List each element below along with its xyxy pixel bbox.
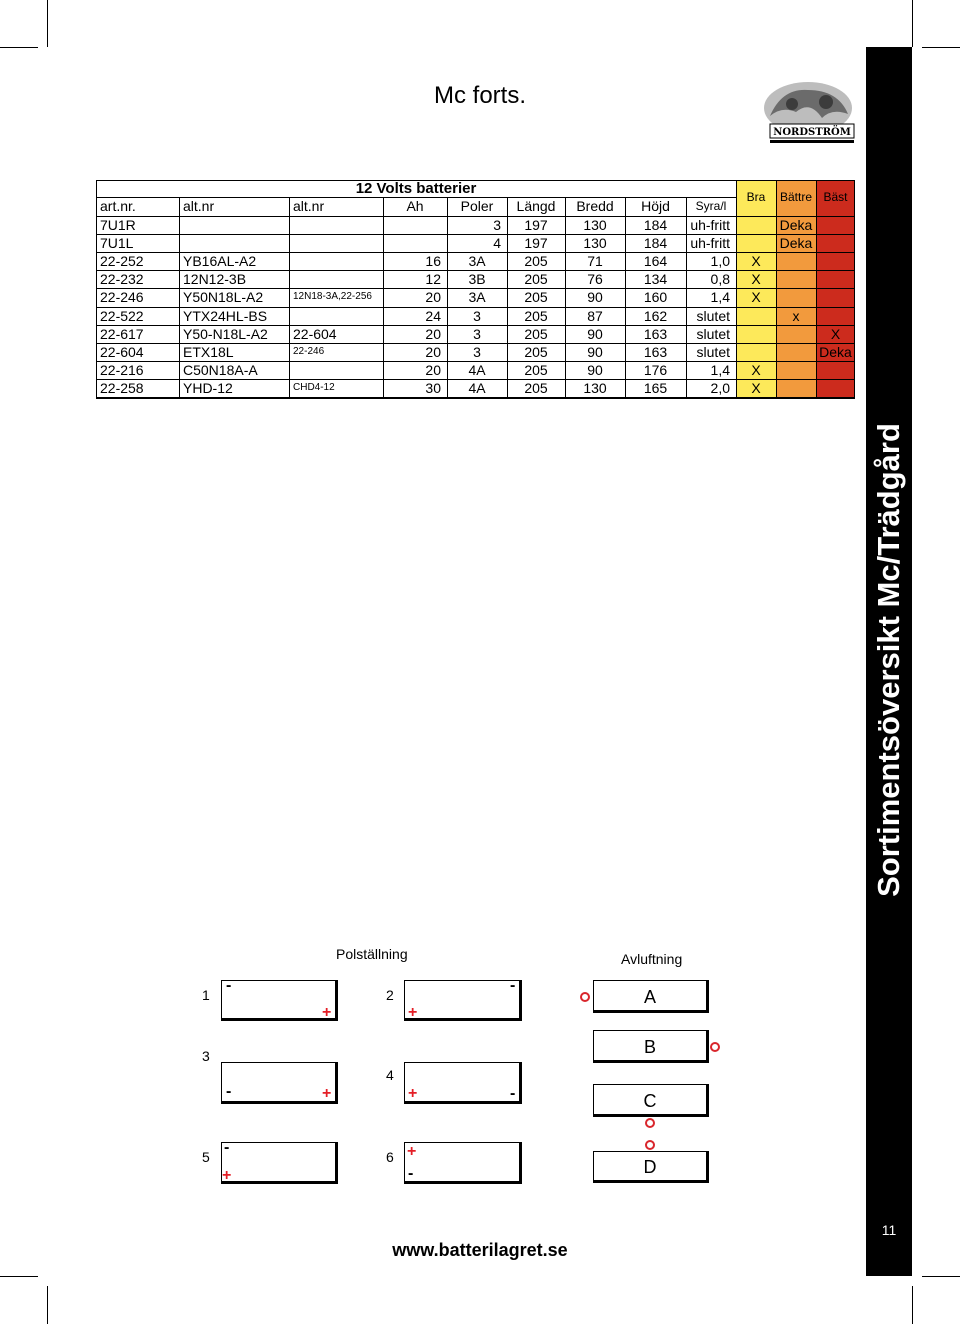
- grade-cell: [776, 379, 816, 397]
- vent-diagram-b: B: [593, 1030, 709, 1063]
- logo-text: NORDSTRÖM: [773, 127, 851, 138]
- table-cell: 4A: [468, 380, 486, 397]
- grade-cell: X: [751, 271, 761, 288]
- plus-terminal: +: [407, 1143, 417, 1160]
- crop-mark: [922, 1276, 960, 1277]
- table-cell: 22-258: [100, 380, 144, 397]
- minus-terminal: -: [510, 977, 516, 994]
- table-header-cell: Syra/l: [695, 199, 727, 213]
- page-number: 11: [881, 1222, 897, 1238]
- crop-mark: [47, 1286, 48, 1324]
- grade-cell: X: [751, 380, 761, 397]
- grade-cell: [816, 270, 855, 288]
- table-cell: 197: [524, 216, 548, 233]
- table-cell: 22-246: [100, 289, 144, 306]
- table-cell: slutet: [696, 343, 730, 360]
- table-cell: 7U1R: [100, 216, 136, 233]
- table-cell: [289, 216, 383, 234]
- table-cell: 205: [524, 252, 548, 269]
- grade-cell: [816, 234, 855, 252]
- position-label: 3: [202, 1048, 210, 1064]
- table-cell: [289, 252, 383, 270]
- table-cell: 22-617: [100, 325, 144, 342]
- table-cell: 1,0: [710, 252, 730, 269]
- grade-cell: [776, 361, 816, 379]
- table-header-cell: Höjd: [641, 198, 670, 214]
- plus-terminal: +: [322, 1085, 332, 1102]
- table-cell: uh-fritt: [690, 216, 730, 233]
- table-cell: ETX18L: [183, 343, 234, 360]
- table-cell: 3: [473, 343, 481, 360]
- table-cell: 22-216: [100, 362, 144, 379]
- table-header-cell: Bredd: [576, 198, 614, 214]
- table-cell: [289, 307, 383, 325]
- table-cell: 130: [583, 234, 607, 251]
- grade-cell: Deka: [779, 216, 813, 233]
- plus-terminal: +: [408, 1085, 418, 1102]
- table-header-cell: alt.nr: [293, 198, 325, 214]
- plus-terminal: +: [322, 1004, 332, 1021]
- table-cell: [179, 216, 289, 234]
- battery-diagram-5: [221, 1139, 338, 1184]
- table-cell: 12: [425, 271, 441, 288]
- table-cell: 30: [425, 380, 441, 397]
- table-cell: 90: [587, 362, 603, 379]
- table-cell: [179, 234, 289, 252]
- table-cell: 165: [643, 380, 668, 397]
- table-cell: 3B: [468, 271, 486, 288]
- table-cell: 22-604: [293, 325, 337, 342]
- crop-mark: [922, 47, 960, 48]
- grade-cell: X: [751, 252, 761, 269]
- table-cell: slutet: [696, 325, 730, 342]
- grade-cell: [736, 234, 776, 252]
- position-label: 6: [386, 1149, 394, 1165]
- battery-diagram-1: [221, 977, 338, 1021]
- table-cell: 20: [425, 343, 441, 360]
- table-cell: 176: [643, 362, 668, 379]
- nordstrom-logo: [752, 78, 864, 150]
- battery-diagram-3: [221, 1062, 338, 1104]
- table-cell: 130: [583, 380, 607, 397]
- grade-cell: [776, 288, 816, 306]
- table-cell: Y50-N18L-A2: [183, 325, 268, 342]
- table-cell: C50N18A-A: [183, 362, 258, 379]
- table-cell: CHD4-12: [293, 382, 335, 394]
- table-cell: 3: [473, 307, 481, 324]
- grade-cell: Deka: [779, 234, 813, 251]
- page-title: Mc forts.: [433, 82, 526, 109]
- battery-diagram-4: [404, 1062, 522, 1104]
- table-cell: 160: [643, 289, 668, 306]
- grade-cell: [816, 379, 855, 397]
- table-cell: 1,4: [710, 362, 730, 379]
- crop-mark: [0, 47, 38, 48]
- table-cell: 24: [425, 307, 441, 324]
- table-cell: YTX24HL-BS: [183, 307, 268, 324]
- minus-terminal: -: [510, 1085, 516, 1102]
- grade-header-cell: Bra: [746, 190, 766, 204]
- table-cell: 71: [587, 252, 603, 269]
- vent-diagram-c: C: [593, 1084, 709, 1117]
- table-cell: uh-fritt: [690, 234, 730, 251]
- table-cell: 205: [524, 271, 548, 288]
- position-label: 1: [202, 987, 210, 1003]
- table-cell: 205: [524, 343, 548, 360]
- grade-cell: [816, 307, 855, 325]
- vent-hole-icon: [580, 992, 590, 1002]
- plus-terminal: +: [408, 1004, 418, 1021]
- grade-cell: [736, 325, 776, 343]
- table-cell: 7U1L: [100, 234, 134, 251]
- table-cell: [289, 234, 383, 252]
- grade-header-cell: Bäst: [823, 190, 848, 204]
- table-cell: 134: [643, 271, 668, 288]
- table-cell: 22-252: [100, 252, 144, 269]
- vent-hole-icon: [710, 1042, 720, 1052]
- table-cell: 90: [587, 325, 603, 342]
- table-cell: 197: [524, 234, 548, 251]
- table-cell: YHD-12: [183, 380, 233, 397]
- avluftning-label: Avluftning: [621, 951, 683, 967]
- table-cell: 76: [587, 271, 603, 288]
- table-cell: slutet: [696, 307, 730, 324]
- table-cell: 2,0: [710, 380, 730, 397]
- table-cell: 22-522: [100, 307, 144, 324]
- grade-cell: [776, 343, 816, 361]
- crop-mark: [0, 1276, 38, 1277]
- crop-mark: [912, 0, 913, 47]
- table-cell: [289, 361, 383, 379]
- grade-cell: [776, 325, 816, 343]
- grade-cell: [776, 252, 816, 270]
- vent-hole-icon: [645, 1140, 655, 1150]
- table-grid-line: [96, 398, 855, 399]
- table-cell: 22-232: [100, 271, 144, 288]
- table-cell: 4A: [468, 362, 486, 379]
- grade-cell: X: [751, 289, 761, 306]
- table-cell: 163: [643, 325, 668, 342]
- position-label: 2: [386, 987, 394, 1003]
- grade-cell: [736, 216, 776, 234]
- grade-cell: X: [830, 325, 841, 342]
- table-header-cell: Ah: [406, 198, 424, 214]
- table-cell: 20: [425, 289, 441, 306]
- plus-terminal: +: [222, 1167, 232, 1184]
- table-cell: 3A: [468, 252, 486, 269]
- grade-cell: [816, 252, 855, 270]
- grade-cell: Deka: [819, 343, 852, 360]
- table-cell: 205: [524, 307, 548, 324]
- table-cell: YB16AL-A2: [183, 252, 257, 269]
- table-cell: 87: [587, 307, 603, 324]
- table-cell: 205: [524, 362, 548, 379]
- grade-cell: [816, 288, 855, 306]
- table-cell: 130: [583, 216, 607, 233]
- crop-mark: [912, 1286, 913, 1324]
- table-cell: 90: [587, 343, 603, 360]
- minus-terminal: -: [226, 977, 232, 994]
- minus-terminal: -: [408, 1165, 414, 1182]
- table-cell: 3: [473, 325, 481, 342]
- minus-terminal: -: [224, 1139, 230, 1156]
- table-cell: 184: [643, 234, 668, 251]
- table-cell: Y50N18L-A2: [183, 289, 264, 306]
- table-cell: 205: [524, 380, 548, 397]
- table-cell: 205: [524, 289, 548, 306]
- battery-diagram-6: [404, 1142, 522, 1184]
- table-cell: 3A: [468, 289, 486, 306]
- crop-mark: [47, 0, 48, 47]
- table-header-cell: Längd: [516, 198, 556, 214]
- table-cell: 3: [493, 216, 501, 233]
- table-cell: 164: [643, 252, 668, 269]
- grade-header-cell: Bättre: [779, 190, 812, 204]
- vent-diagram-a: A: [593, 980, 709, 1013]
- table-title: 12 Volts batterier: [355, 180, 477, 197]
- table-cell: 1,4: [710, 289, 730, 306]
- table-header-cell: alt.nr: [183, 198, 215, 214]
- table-header-cell: art.nr.: [100, 198, 136, 214]
- website-url: www.batterilagret.se: [392, 1240, 568, 1260]
- table-cell: 20: [425, 325, 441, 342]
- table-cell: 162: [643, 307, 668, 324]
- grade-cell: [736, 343, 776, 361]
- table-cell: 90: [587, 289, 603, 306]
- grade-cell: x: [792, 307, 800, 324]
- table-cell: 22-604: [100, 343, 144, 360]
- grade-cell: [736, 307, 776, 325]
- table-cell: 205: [524, 325, 548, 342]
- grade-cell: [776, 270, 816, 288]
- grade-cell: X: [751, 362, 761, 379]
- polstallning-label: Polställning: [336, 946, 408, 962]
- table-cell: 4: [493, 234, 501, 251]
- table-cell: 12N12-3B: [183, 271, 247, 288]
- grade-cell: [816, 361, 855, 379]
- table-cell: 184: [643, 216, 668, 233]
- position-label: 5: [202, 1149, 210, 1165]
- position-label: 4: [386, 1067, 394, 1083]
- table-cell: [289, 270, 383, 288]
- table-header-cell: Poler: [460, 198, 494, 214]
- battery-diagram-2: [404, 977, 522, 1021]
- table-cell: 12N18-3A,22-256: [293, 291, 372, 303]
- vent-diagram-d: D: [593, 1151, 709, 1183]
- table-cell: 22-246: [293, 345, 325, 357]
- table-cell: 16: [425, 252, 441, 269]
- minus-terminal: -: [226, 1083, 232, 1100]
- table-cell: 20: [425, 362, 441, 379]
- grade-cell: [816, 216, 855, 234]
- table-cell: 163: [643, 343, 668, 360]
- vent-hole-icon: [645, 1118, 655, 1128]
- table-cell: 0,8: [710, 271, 730, 288]
- side-title-text: Sortimentsöversikt Mc/Trädgård: [871, 423, 906, 897]
